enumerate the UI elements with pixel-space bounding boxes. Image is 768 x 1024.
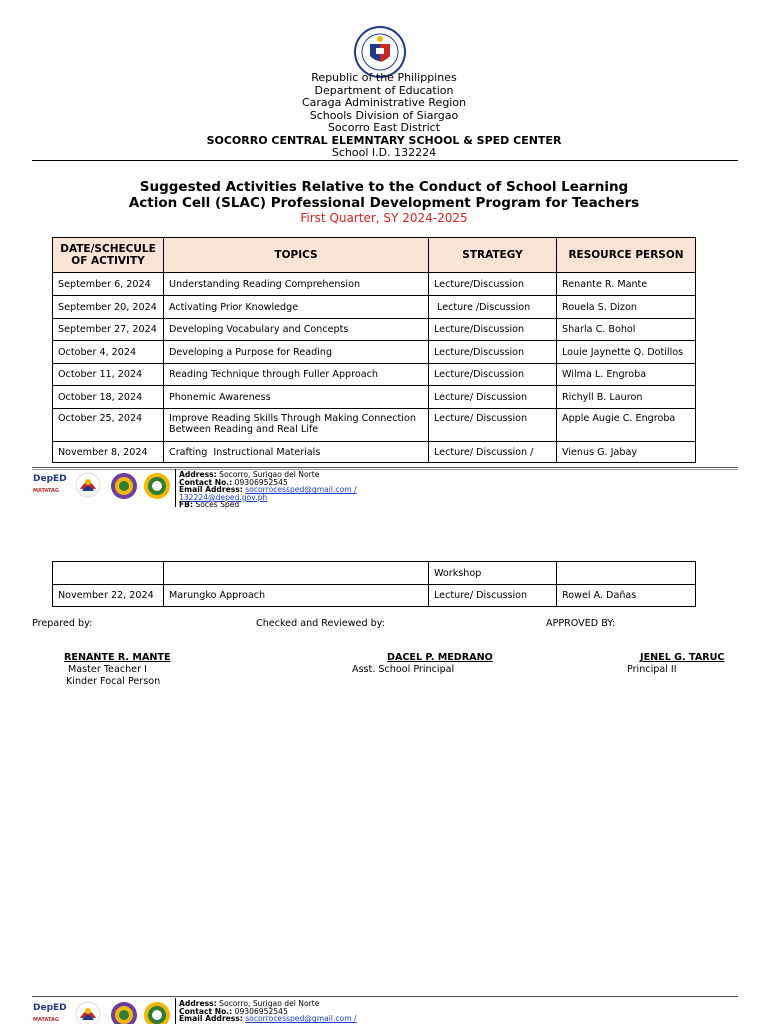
cell-resource-person: Sharla C. Bohol [557,319,696,341]
address-label: Address: [179,999,217,1008]
footer-contact-info [179,1000,357,1023]
header-date: DATE/SCHECULE OF ACTIVITY [53,238,164,273]
school-name: SOCORRO CENTRAL ELEMNTARY SCHOOL & SPED CENTER [206,133,562,147]
matatag-logo-text: MATATAG [33,1017,59,1023]
cell-topic: Activating Prior Knowledge [164,296,429,319]
cell-strategy: Lecture/Discussion [429,364,557,386]
email-link-1[interactable]: socorrocessped@gmail.com / [245,485,357,495]
cell-date: October 18, 2024 [53,386,164,409]
address-value: Socorro, Surigao del Norte [216,999,320,1008]
cell-strategy: Lecture/Discussion [429,273,557,296]
cell-resource-person: Rouela S. Dizon [557,296,696,319]
school-seal-icon [143,472,171,500]
approved-by-title: Principal II [627,664,677,675]
table-header-row [53,238,696,273]
footer-divider [32,469,738,470]
cell-topic: Crafting Instructional Materials [164,442,429,463]
table-row [53,341,696,364]
email-link-1[interactable]: socorrocessped@gmail.com / [245,1014,357,1024]
footer-divider [32,996,738,997]
table-row [53,296,696,319]
table-row [53,273,696,296]
activities-table-continued [52,561,696,607]
header-topics: TOPICS [164,238,429,273]
quarter-label: First Quarter, SY 2024-2025 [300,211,468,225]
cell-date: October 25, 2024 [53,409,164,442]
approved-by-name: JENEL G. TARUC [640,652,725,663]
page-footer [32,467,738,510]
cell-strategy: Lecture /Discussion [429,296,557,319]
division-seal-icon [110,472,138,500]
table-row [53,442,696,463]
header-line-5: Socorro East District [327,121,441,134]
cell-strategy: Lecture/Discussion [429,319,557,341]
footer-contact-info [179,471,357,509]
email-link-2[interactable]: 132224@deped.gov.ph [179,492,268,502]
document-title-line-1: Suggested Activities Relative to the Conduct of School Learning [139,179,629,195]
cell-topic [164,562,429,585]
table-row [53,585,696,607]
table-row [53,386,696,409]
cell-topic: Reading Technique through Fuller Approach [164,364,429,386]
cell-date: September 6, 2024 [53,273,164,296]
cell-resource-person [557,562,696,585]
cell-topic: Developing a Purpose for Reading [164,341,429,364]
prepared-by-label: Prepared by: [32,618,93,629]
checked-by-label: Checked and Reviewed by: [256,618,385,629]
email-label: Email Address: [179,1014,243,1024]
header-line-1: Republic of the Philippines [311,71,457,84]
cell-date: September 27, 2024 [53,319,164,341]
school-seal-icon [143,1001,171,1024]
contact-value: 09306952545 [232,1006,288,1016]
email-label: Email Address: [179,485,243,495]
checked-by-title: Asst. School Principal [352,664,455,675]
cell-strategy: Lecture/ Discussion / [429,442,557,463]
cell-strategy: Lecture/ Discussion [429,409,557,442]
cell-topic: Understanding Reading Comprehension [164,273,429,296]
cell-date: November 8, 2024 [53,442,164,463]
bagong-pilipinas-icon [74,1000,102,1024]
contact-label: Contact No.: [179,477,233,487]
cell-resource-person: Wilma L. Engroba [557,364,696,386]
document-title-line-2: Action Cell (SLAC) Professional Development Program for Teachers [128,195,640,211]
contact-value: 09306952545 [232,477,288,487]
header-line-4: Schools Division of Siargao [309,108,459,122]
cell-strategy: Workshop [429,562,557,585]
cell-resource-person: Louie Jaynette Q. Dotillos [557,341,696,364]
cell-topic: Marungko Approach [164,585,429,607]
cell-resource-person: Richyll B. Lauron [557,386,696,409]
address-value: Socorro, Surigao del Norte [216,470,320,479]
cell-date: October 11, 2024 [53,364,164,386]
prepared-by-title-1: Master Teacher I [68,664,147,675]
prepared-by-name: RENANTE R. MANTE [64,652,171,663]
cell-resource-person: Renante R. Mante [557,273,696,296]
activities-table [52,237,696,463]
cell-date: October 4, 2024 [53,341,164,364]
deped-matatag-logo [33,1003,69,1024]
cell-date [53,562,164,585]
matatag-logo-text: MATATAG [33,488,59,494]
table-row [53,319,696,341]
header-line-3: Caraga Administrative Region [301,96,467,109]
cell-strategy: Lecture/ Discussion [429,585,557,607]
fb-value: Soces Sped [193,500,240,510]
cell-date: November 22, 2024 [53,585,164,607]
cell-resource-person: Vienus G. Jabay [557,442,696,463]
header-line-2: Department of Education [314,83,454,97]
cell-strategy: Lecture/ Discussion [429,386,557,409]
fb-label: FB: [179,500,194,510]
deped-matatag-logo [33,474,69,504]
cell-topic: Developing Vocabulary and Concepts [164,319,429,341]
footer-separator [175,469,176,507]
cell-date: September 20, 2024 [53,296,164,319]
header-divider [32,160,738,161]
checked-by-name: DACEL P. MEDRANO [387,652,493,663]
prepared-by-title-2: Kinder Focal Person [66,676,161,687]
contact-label: Contact No.: [179,1006,233,1016]
table-row [53,364,696,386]
footer-separator [175,998,176,1024]
table-row [53,562,696,585]
deped-logo-text: DepED [33,474,67,484]
page-footer-2 [32,996,738,1024]
cell-resource-person: Rowel A. Dañas [557,585,696,607]
address-label: Address: [179,470,217,479]
cell-topic: Improve Reading Skills Through Making Connection Between Reading and Real Life [164,409,429,442]
school-id: School I.D. 132224 [331,146,437,159]
division-seal-icon [110,1001,138,1024]
footer-divider [32,467,738,468]
deped-logo-text: DepED [33,1003,67,1013]
header-resource-person: RESOURCE PERSON [557,238,696,273]
header-strategy: STRATEGY [429,238,557,273]
bagong-pilipinas-icon [74,471,102,501]
table-row [53,409,696,442]
cell-resource-person: Apple Augie C. Engroba [557,409,696,442]
cell-strategy: Lecture/Discussion [429,341,557,364]
cell-topic: Phonemic Awareness [164,386,429,409]
approved-by-label: APPROVED BY: [546,618,616,629]
